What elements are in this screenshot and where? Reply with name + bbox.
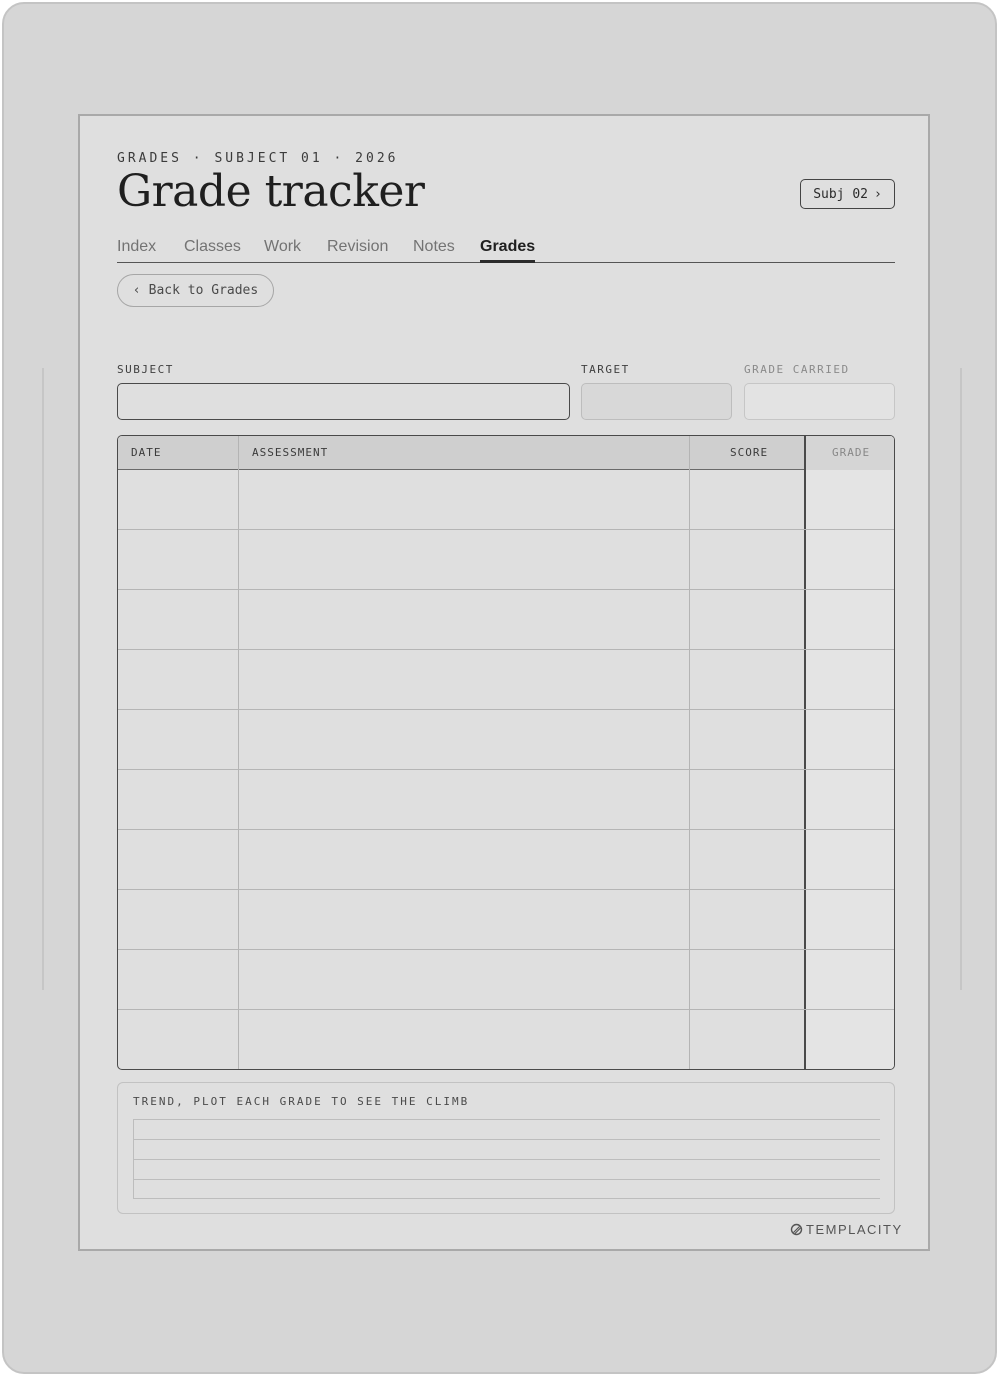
trend-gridline bbox=[134, 1179, 880, 1180]
column-header-score: SCORE bbox=[730, 446, 769, 459]
table-row[interactable] bbox=[118, 590, 894, 650]
trend-gridline bbox=[134, 1159, 880, 1160]
column-header-date: DATE bbox=[131, 446, 162, 459]
tab-grades[interactable]: Grades bbox=[480, 238, 535, 263]
table-header bbox=[118, 436, 894, 470]
subject-field[interactable] bbox=[117, 383, 570, 420]
brand-footer bbox=[790, 1222, 903, 1237]
table-row[interactable] bbox=[118, 830, 894, 890]
next-subject-button[interactable] bbox=[800, 179, 895, 209]
target-label: TARGET bbox=[581, 363, 630, 376]
table-row[interactable] bbox=[118, 470, 894, 530]
tab-classes[interactable]: Classes bbox=[184, 238, 241, 255]
trend-section bbox=[117, 1082, 895, 1214]
back-to-grades-label: Back to Grades bbox=[148, 283, 259, 298]
chevron-left-icon: ‹ bbox=[132, 283, 141, 298]
bezel-line-right bbox=[960, 368, 962, 990]
page-kicker: GRADES · SUBJECT 01 · 2026 bbox=[117, 151, 399, 166]
back-to-grades-button[interactable] bbox=[117, 274, 274, 307]
target-field[interactable] bbox=[581, 383, 732, 420]
tablet-device-frame bbox=[2, 2, 997, 1374]
trend-plot-area[interactable] bbox=[133, 1119, 880, 1199]
table-row[interactable] bbox=[118, 530, 894, 590]
next-subject-label: Subj 02 bbox=[813, 186, 868, 202]
table-row[interactable] bbox=[118, 770, 894, 830]
tablet-screen bbox=[78, 114, 930, 1251]
grades-table bbox=[117, 435, 895, 1070]
trend-gridline bbox=[134, 1198, 880, 1199]
page-title: Grade tracker bbox=[117, 166, 425, 217]
tab-notes[interactable]: Notes bbox=[413, 238, 455, 255]
grade-carried-label: GRADE CARRIED bbox=[744, 363, 850, 376]
tab-index[interactable]: Index bbox=[117, 238, 157, 255]
trend-gridline bbox=[134, 1139, 880, 1140]
table-row[interactable] bbox=[118, 650, 894, 710]
bezel-line-left bbox=[42, 368, 44, 990]
column-header-grade: GRADE bbox=[832, 446, 871, 459]
trend-gridline bbox=[134, 1119, 880, 1120]
trend-label: TREND, PLOT EACH GRADE TO SEE THE CLIMB bbox=[133, 1095, 470, 1108]
subject-label: SUBJECT bbox=[117, 363, 174, 376]
brand-name: TEMPLACITY bbox=[806, 1222, 903, 1237]
table-row[interactable] bbox=[118, 1010, 894, 1070]
tab-bar bbox=[117, 238, 895, 263]
tab-work[interactable]: Work bbox=[264, 238, 302, 255]
grade-carried-field[interactable] bbox=[744, 383, 895, 420]
table-row[interactable] bbox=[118, 710, 894, 770]
table-row[interactable] bbox=[118, 950, 894, 1010]
chevron-right-icon: › bbox=[873, 186, 882, 202]
tab-revision[interactable]: Revision bbox=[327, 238, 389, 255]
templacity-logo-icon bbox=[790, 1223, 803, 1236]
column-header-assessment: ASSESSMENT bbox=[252, 446, 329, 459]
table-row[interactable] bbox=[118, 890, 894, 950]
